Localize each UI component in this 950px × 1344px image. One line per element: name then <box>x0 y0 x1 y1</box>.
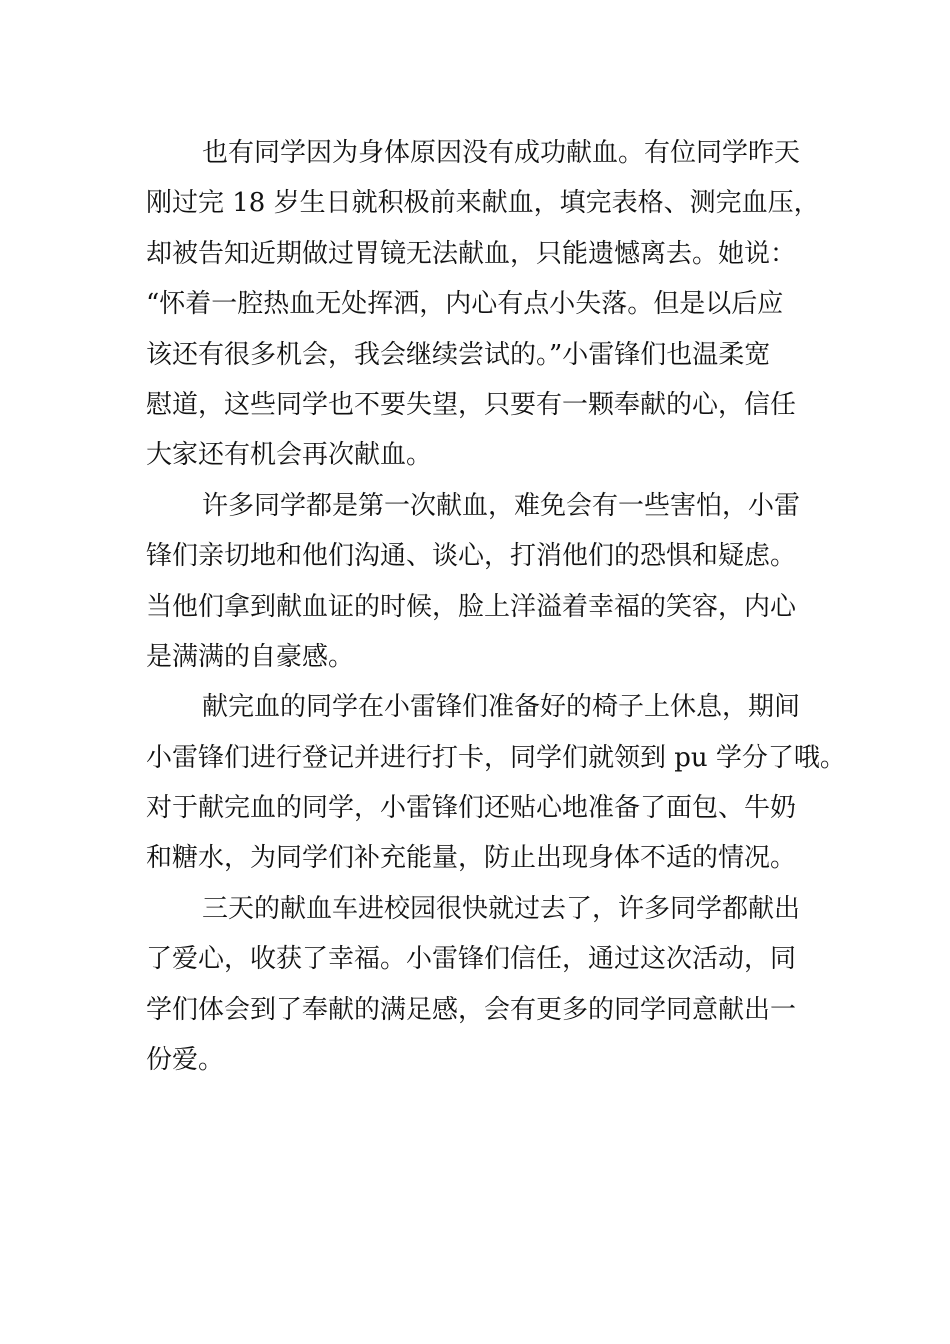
paragraph-line: 献完血的同学在小雷锋们准备好的椅子上休息，期间 <box>202 692 801 723</box>
paragraph-line: 三天的献血车进校园很快就过去了，许多同学都献出 <box>202 893 801 924</box>
paragraph-line: 是满满的自豪感。 <box>146 641 355 672</box>
paragraph-line: 了爱心，收获了幸福。小雷锋们信任，通过这次活动，同 <box>146 944 797 975</box>
paragraph-line: 慰道，这些同学也不要失望，只要有一颗奉献的心，信任 <box>146 389 797 420</box>
paragraph-3 <box>146 682 866 884</box>
paragraph-1 <box>146 128 866 481</box>
paragraph-line: 却被告知近期做过胃镜无法献血，只能遗憾离去。她说： <box>146 238 797 269</box>
paragraph-line: 和糖水，为同学们补充能量，防止出现身体不适的情况。 <box>146 843 797 874</box>
paragraph-line: 份爱。 <box>146 1045 225 1076</box>
paragraph-line: 对于献完血的同学，小雷锋们还贴心地准备了面包、牛奶 <box>146 793 797 824</box>
paragraph-line: 大家还有机会再次献血。 <box>146 440 433 471</box>
paragraph-line: 锋们亲切地和他们沟通、谈心，打消他们的恐惧和疑虑。 <box>146 541 797 572</box>
paragraph-line: 小雷锋们进行登记并进行打卡，同学们就领到 pu 学分了哦。 <box>146 742 846 773</box>
paragraph-2 <box>146 481 866 683</box>
paragraph-line: 当他们拿到献血证的时候，脸上洋溢着幸福的笑容，内心 <box>146 591 797 622</box>
paragraph-line: 也有同学因为身体原因没有成功献血。有位同学昨天 <box>202 138 801 168</box>
paragraph-line: 刚过完 18 岁生日就积极前来献血，填完表格、测完血压， <box>146 188 820 219</box>
paragraph-line: 该还有很多机会，我会继续尝试的。”小雷锋们也温柔宽 <box>146 339 771 370</box>
paragraph-line: 许多同学都是第一次献血，难免会有一些害怕，小雷 <box>202 490 801 521</box>
paragraph-line: “怀着一腔热血无处挥洒，内心有点小失落。但是以后应 <box>146 289 784 320</box>
document-body <box>146 128 866 1085</box>
paragraph-line: 学们体会到了奉献的满足感，会有更多的同学同意献出一 <box>146 994 797 1025</box>
paragraph-4 <box>146 884 866 1086</box>
